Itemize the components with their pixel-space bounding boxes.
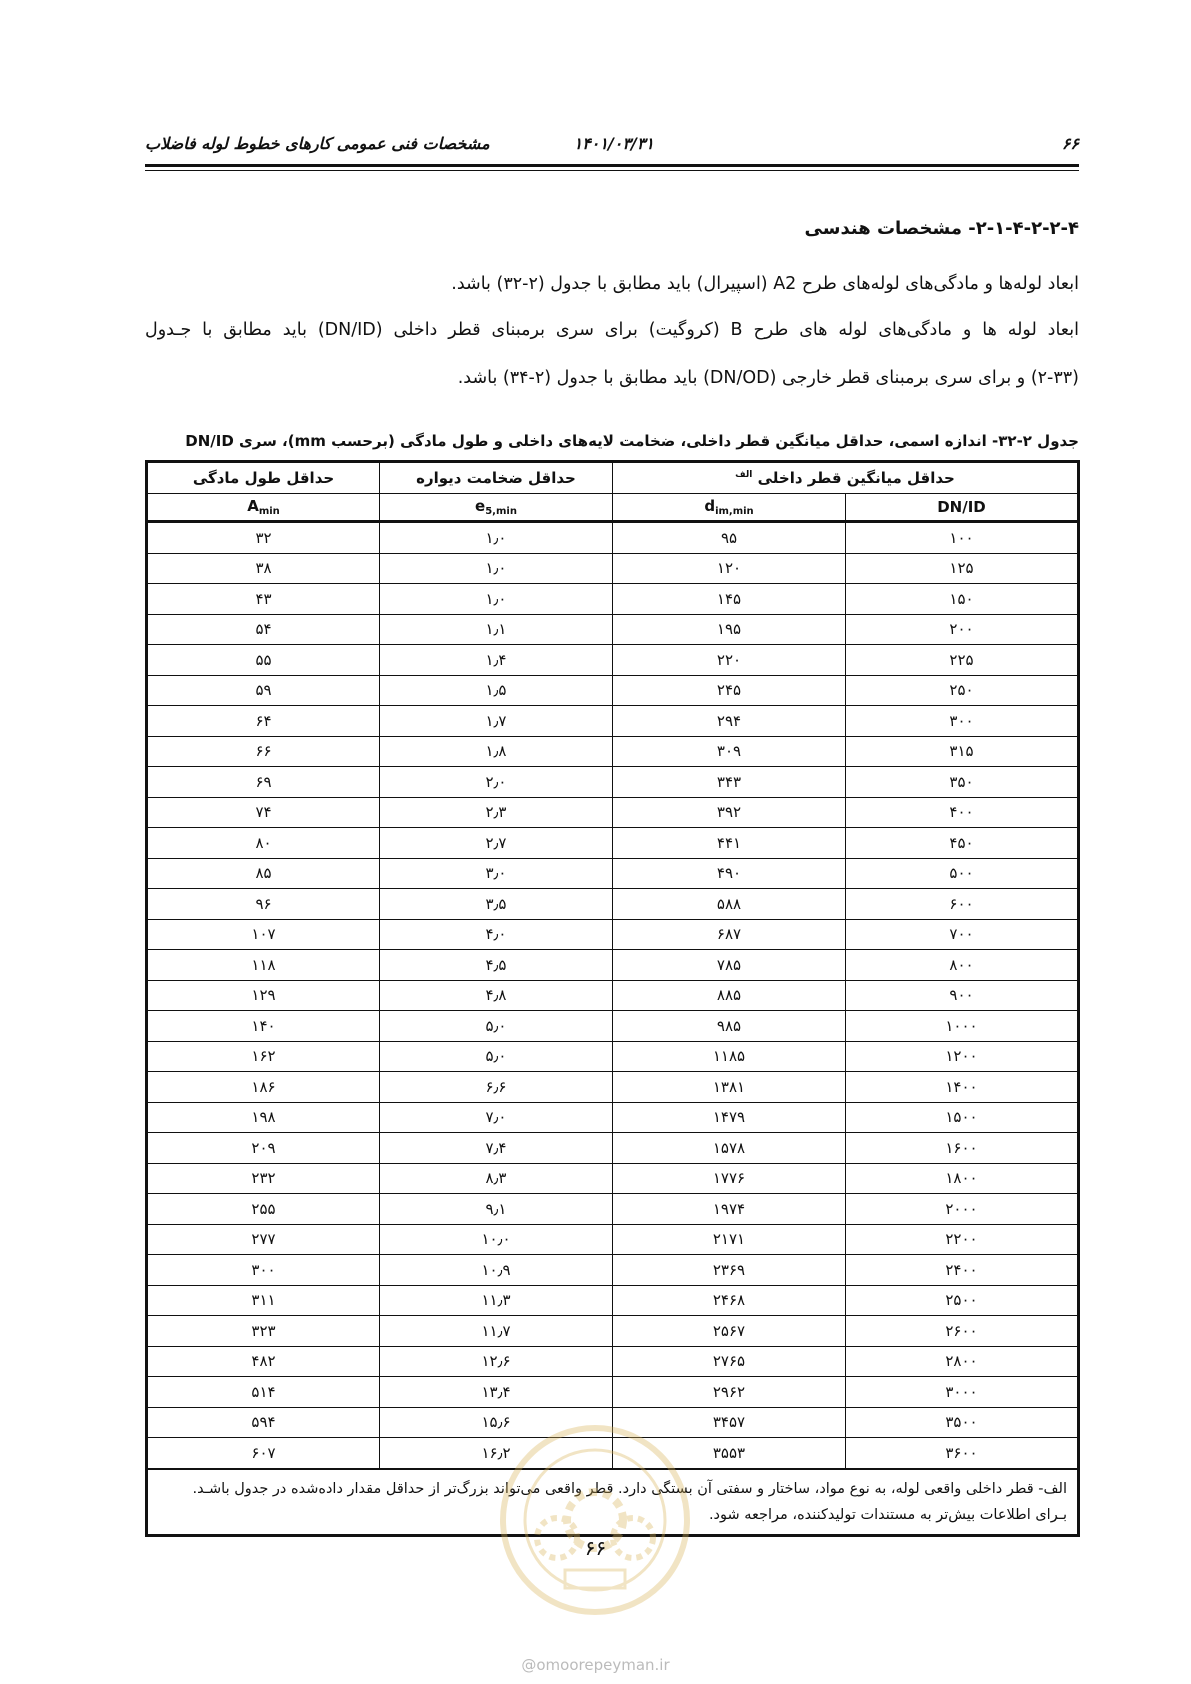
cell-dn-id: ۱۲۰۰ [846, 1041, 1079, 1072]
cell-wall-thickness: ۱۳٫۴ [380, 1377, 613, 1408]
cell-dn-id: ۲۰۰ [846, 614, 1079, 645]
table-body [147, 522, 1079, 1469]
table-row [147, 1255, 1079, 1286]
cell-inner-diameter: ۵۸۸ [613, 889, 846, 920]
table-row [147, 1285, 1079, 1316]
cell-wall-thickness: ۱٫۷ [380, 706, 613, 737]
table-row [147, 675, 1079, 706]
table-row [147, 553, 1079, 584]
table-row [147, 1316, 1079, 1347]
table-row [147, 1102, 1079, 1133]
cell-inner-diameter: ۲۱۷۱ [613, 1224, 846, 1255]
table-row [147, 828, 1079, 859]
footnote-mark: الف [735, 470, 753, 480]
table-footnote: الف- قطر داخلی واقعی لوله، به نوع مواد، ساختار و سفتی آن بستگی دارد. قطر واقعی می‌تواند بزرگ‌تر از حداقل مقدار داده‌شده در جدول باشـد. بـرای اطلاعات بیش‌تر به مستندات تولیدکننده، مراجعه شود. [147, 1469, 1079, 1536]
header-a-min [147, 494, 380, 522]
table-row [147, 889, 1079, 920]
cell-socket-length: ۸۰ [147, 828, 380, 859]
footer-page-number: ۶۶ [584, 1536, 607, 1560]
cell-wall-thickness: ۲٫۳ [380, 797, 613, 828]
cell-wall-thickness: ۴٫۰ [380, 919, 613, 950]
cell-socket-length: ۳۰۰ [147, 1255, 380, 1286]
cell-inner-diameter: ۴۹۰ [613, 858, 846, 889]
cell-wall-thickness: ۱٫۴ [380, 645, 613, 676]
cell-dn-id: ۹۰۰ [846, 980, 1079, 1011]
cell-inner-diameter: ۲۹۶۲ [613, 1377, 846, 1408]
symbol-a: A [247, 497, 259, 515]
table-row [147, 1377, 1079, 1408]
cell-wall-thickness: ۳٫۵ [380, 889, 613, 920]
cell-dn-id: ۱۵۰۰ [846, 1102, 1079, 1133]
cell-socket-length: ۵۹ [147, 675, 380, 706]
cell-socket-length: ۱۱۸ [147, 950, 380, 981]
cell-socket-length: ۶۶ [147, 736, 380, 767]
cell-wall-thickness: ۹٫۱ [380, 1194, 613, 1225]
cell-inner-diameter: ۱۴۷۹ [613, 1102, 846, 1133]
table-row [147, 736, 1079, 767]
cell-dn-id: ۲۲۰۰ [846, 1224, 1079, 1255]
cell-inner-diameter: ۷۸۵ [613, 950, 846, 981]
cell-socket-length: ۲۷۷ [147, 1224, 380, 1255]
cell-wall-thickness: ۱۱٫۷ [380, 1316, 613, 1347]
cell-dn-id: ۱۴۰۰ [846, 1072, 1079, 1103]
table-row [147, 1011, 1079, 1042]
cell-socket-length: ۷۴ [147, 797, 380, 828]
cell-inner-diameter: ۱۹۵ [613, 614, 846, 645]
cell-socket-length: ۵۹۴ [147, 1407, 380, 1438]
cell-inner-diameter: ۱۳۸۱ [613, 1072, 846, 1103]
table-row [147, 767, 1079, 798]
cell-wall-thickness: ۷٫۴ [380, 1133, 613, 1164]
header-rule-thin [145, 170, 1079, 171]
cell-socket-length: ۵۴ [147, 614, 380, 645]
table-row [147, 1163, 1079, 1194]
header-wall-thickness: حداقل ضخامت دیواره [380, 462, 613, 494]
header-e-5-min [380, 494, 613, 522]
table-row [147, 645, 1079, 676]
cell-dn-id: ۳۶۰۰ [846, 1438, 1079, 1469]
table-row [147, 1072, 1079, 1103]
cell-socket-length: ۱۲۹ [147, 980, 380, 1011]
cell-socket-length: ۳۲۳ [147, 1316, 380, 1347]
cell-inner-diameter: ۲۵۶۷ [613, 1316, 846, 1347]
table-row [147, 1194, 1079, 1225]
cell-wall-thickness: ۴٫۸ [380, 980, 613, 1011]
table-row [147, 797, 1079, 828]
cell-socket-length: ۳۱۱ [147, 1285, 380, 1316]
cell-wall-thickness: ۴٫۵ [380, 950, 613, 981]
cell-socket-length: ۶۹ [147, 767, 380, 798]
cell-wall-thickness: ۵٫۰ [380, 1011, 613, 1042]
cell-socket-length: ۲۰۹ [147, 1133, 380, 1164]
cell-inner-diameter: ۱۲۰ [613, 553, 846, 584]
header-d-im-min [613, 494, 846, 522]
subscript-im-min: im,min [715, 506, 754, 517]
paragraph-3: (۲-۳۳) و برای سری برمبنای قطر خارجی (DN/OD) باید مطابق با جدول (۲-۳۴) باشد. [457, 368, 1079, 388]
table-row [147, 1346, 1079, 1377]
table-row [147, 858, 1079, 889]
cell-inner-diameter: ۳۰۹ [613, 736, 846, 767]
dimensions-table [145, 460, 1080, 1537]
cell-dn-id: ۲۶۰۰ [846, 1316, 1079, 1347]
cell-dn-id: ۱۲۵ [846, 553, 1079, 584]
table-row [147, 980, 1079, 1011]
cell-wall-thickness: ۱٫۰ [380, 522, 613, 554]
cell-socket-length: ۱۶۲ [147, 1041, 380, 1072]
cell-inner-diameter: ۳۹۲ [613, 797, 846, 828]
table-row [147, 919, 1079, 950]
cell-socket-length: ۹۶ [147, 889, 380, 920]
cell-inner-diameter: ۸۸۵ [613, 980, 846, 1011]
cell-socket-length: ۴۳ [147, 584, 380, 615]
cell-wall-thickness: ۱٫۱ [380, 614, 613, 645]
cell-wall-thickness: ۱٫۸ [380, 736, 613, 767]
cell-dn-id: ۳۰۰۰ [846, 1377, 1079, 1408]
table-caption: جدول ۲-۳۲- اندازه اسمی، حداقل میانگین قطر داخلی، ضخامت لایه‌های داخلی و طول مادگی (برحسب mm)، سری DN/ID [185, 432, 1079, 450]
cell-inner-diameter: ۲۷۶۵ [613, 1346, 846, 1377]
cell-wall-thickness: ۱۵٫۶ [380, 1407, 613, 1438]
cell-inner-diameter: ۲۴۵ [613, 675, 846, 706]
cell-dn-id: ۱۶۰۰ [846, 1133, 1079, 1164]
cell-wall-thickness: ۲٫۰ [380, 767, 613, 798]
cell-inner-diameter: ۳۴۳ [613, 767, 846, 798]
cell-socket-length: ۱۹۸ [147, 1102, 380, 1133]
cell-wall-thickness: ۱٫۵ [380, 675, 613, 706]
header-rule-thick [145, 164, 1079, 167]
cell-dn-id: ۲۵۰۰ [846, 1285, 1079, 1316]
cell-socket-length: ۶۰۷ [147, 1438, 380, 1469]
cell-wall-thickness: ۱۱٫۳ [380, 1285, 613, 1316]
cell-dn-id: ۳۵۰۰ [846, 1407, 1079, 1438]
header-date: ۱۴۰۱/۰۳/۳۱ [573, 134, 654, 153]
publisher-seal-icon [495, 1420, 695, 1620]
cell-dn-id: ۷۰۰ [846, 919, 1079, 950]
header-title: مشخصات فنی عمومی کارهای خطوط لوله فاضلاب [145, 134, 490, 153]
cell-socket-length: ۵۵ [147, 645, 380, 676]
cell-socket-length: ۸۵ [147, 858, 380, 889]
cell-dn-id: ۳۱۵ [846, 736, 1079, 767]
cell-wall-thickness: ۱۲٫۶ [380, 1346, 613, 1377]
paragraph-2: ابعاد لوله ها و مادگی‌های لوله های طرح B (کروگیت) برای سری برمبنای قطر داخلی (DN/ID) باید مطابق با جـدول [145, 320, 1079, 340]
cell-socket-length: ۱۸۶ [147, 1072, 380, 1103]
cell-inner-diameter: ۱۵۷۸ [613, 1133, 846, 1164]
section-heading: ۲-۱-۴-۲-۲-۴- مشخصات هندسی [804, 218, 1079, 239]
cell-inner-diameter: ۴۴۱ [613, 828, 846, 859]
cell-dn-id: ۲۵۰ [846, 675, 1079, 706]
cell-dn-id: ۱۵۰ [846, 584, 1079, 615]
cell-socket-length: ۵۱۴ [147, 1377, 380, 1408]
cell-dn-id: ۱۰۰ [846, 522, 1079, 554]
table-row [147, 950, 1079, 981]
cell-inner-diameter: ۱۹۷۴ [613, 1194, 846, 1225]
cell-socket-length: ۴۸۲ [147, 1346, 380, 1377]
cell-inner-diameter: ۶۸۷ [613, 919, 846, 950]
cell-inner-diameter: ۳۵۵۳ [613, 1438, 846, 1469]
header-inner-diameter [613, 462, 1079, 494]
cell-wall-thickness: ۲٫۷ [380, 828, 613, 859]
symbol-e: e [475, 497, 486, 515]
cell-inner-diameter: ۲۲۰ [613, 645, 846, 676]
table-row [147, 1224, 1079, 1255]
cell-wall-thickness: ۱٫۰ [380, 553, 613, 584]
table-row [147, 706, 1079, 737]
table-row [147, 522, 1079, 554]
cell-socket-length: ۳۲ [147, 522, 380, 554]
cell-dn-id: ۲۰۰۰ [846, 1194, 1079, 1225]
cell-socket-length: ۱۴۰ [147, 1011, 380, 1042]
cell-dn-id: ۱۸۰۰ [846, 1163, 1079, 1194]
symbol-d: d [704, 497, 716, 515]
subscript-min: min [258, 506, 280, 517]
cell-dn-id: ۳۵۰ [846, 767, 1079, 798]
cell-inner-diameter: ۱۷۷۶ [613, 1163, 846, 1194]
cell-dn-id: ۱۰۰۰ [846, 1011, 1079, 1042]
cell-inner-diameter: ۹۸۵ [613, 1011, 846, 1042]
cell-dn-id: ۲۸۰۰ [846, 1346, 1079, 1377]
cell-dn-id: ۳۰۰ [846, 706, 1079, 737]
cell-wall-thickness: ۷٫۰ [380, 1102, 613, 1133]
table-row [147, 614, 1079, 645]
cell-wall-thickness: ۱۰٫۹ [380, 1255, 613, 1286]
cell-dn-id: ۶۰۰ [846, 889, 1079, 920]
cell-inner-diameter: ۲۴۶۸ [613, 1285, 846, 1316]
cell-inner-diameter: ۲۳۶۹ [613, 1255, 846, 1286]
cell-socket-length: ۲۳۲ [147, 1163, 380, 1194]
header-socket-length: حداقل طول مادگی [147, 462, 380, 494]
cell-dn-id: ۵۰۰ [846, 858, 1079, 889]
cell-wall-thickness: ۶٫۶ [380, 1072, 613, 1103]
cell-wall-thickness: ۵٫۰ [380, 1041, 613, 1072]
cell-socket-length: ۲۵۵ [147, 1194, 380, 1225]
subscript-5-min: 5,min [485, 506, 517, 517]
paragraph-1: ابعاد لوله‌ها و مادگی‌های لوله‌های طرح A2 (اسپیرال) باید مطابق با جدول (۲-۳۲) باشد. [451, 274, 1079, 294]
cell-socket-length: ۳۸ [147, 553, 380, 584]
header-page-number: ۶۶ [1061, 134, 1079, 153]
table-row [147, 1133, 1079, 1164]
cell-dn-id: ۴۵۰ [846, 828, 1079, 859]
cell-socket-length: ۶۴ [147, 706, 380, 737]
cell-inner-diameter: ۲۹۴ [613, 706, 846, 737]
table-row [147, 1041, 1079, 1072]
cell-dn-id: ۴۰۰ [846, 797, 1079, 828]
cell-wall-thickness: ۸٫۳ [380, 1163, 613, 1194]
cell-wall-thickness: ۱٫۰ [380, 584, 613, 615]
cell-inner-diameter: ۱۱۸۵ [613, 1041, 846, 1072]
cell-wall-thickness: ۱۰٫۰ [380, 1224, 613, 1255]
cell-inner-diameter: ۱۴۵ [613, 584, 846, 615]
cell-inner-diameter: ۳۴۵۷ [613, 1407, 846, 1438]
cell-dn-id: ۸۰۰ [846, 950, 1079, 981]
cell-dn-id: ۲۴۰۰ [846, 1255, 1079, 1286]
header-dn-id: DN/ID [846, 494, 1079, 522]
cell-wall-thickness: ۱۶٫۲ [380, 1438, 613, 1469]
table-row [147, 584, 1079, 615]
header-inner-diameter-label: حداقل میانگین قطر داخلی [757, 469, 955, 487]
cell-socket-length: ۱۰۷ [147, 919, 380, 950]
page-header [145, 130, 1079, 162]
cell-inner-diameter: ۹۵ [613, 522, 846, 554]
watermark-text: @omoorepeyman.ir [521, 1656, 670, 1674]
cell-wall-thickness: ۳٫۰ [380, 858, 613, 889]
cell-dn-id: ۲۲۵ [846, 645, 1079, 676]
